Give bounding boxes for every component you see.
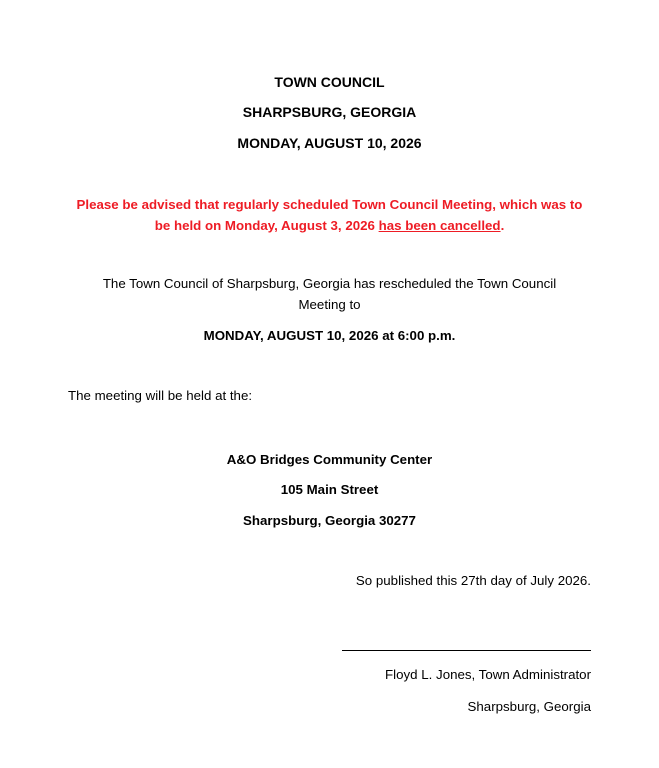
cancellation-notice-line-2 bbox=[0, 216, 659, 236]
reschedule-line-2: Meeting to bbox=[298, 297, 361, 312]
venue-city: Sharpsburg, Georgia 30277 bbox=[243, 513, 416, 528]
venue-name: A&O Bridges Community Center bbox=[226, 452, 433, 467]
venue-intro: The meeting will be held at the: bbox=[68, 388, 253, 403]
cancellation-notice-line-1: Please be advised that regularly scheduled Town Council Meeting, which was to bbox=[76, 197, 583, 212]
document-title: TOWN COUNCIL bbox=[274, 74, 385, 90]
document-place: SHARPSBURG, GEORGIA bbox=[242, 104, 417, 120]
cancellation-notice-suffix: . bbox=[500, 218, 505, 233]
document-date: MONDAY, AUGUST 10, 2026 bbox=[237, 135, 422, 151]
signature-name: Floyd L. Jones, Town Administrator bbox=[385, 667, 591, 682]
cancellation-notice-underlined: has been cancelled bbox=[378, 218, 501, 233]
signature-line bbox=[342, 650, 591, 651]
venue-street: 105 Main Street bbox=[280, 482, 379, 497]
signature-place: Sharpsburg, Georgia bbox=[467, 699, 591, 714]
reschedule-line-1: The Town Council of Sharpsburg, Georgia has rescheduled the Town Council bbox=[102, 276, 557, 291]
reschedule-datetime: MONDAY, AUGUST 10, 2026 at 6:00 p.m. bbox=[203, 328, 456, 343]
cancellation-notice-prefix: be held on Monday, August 3, 2026 bbox=[154, 218, 379, 233]
publication-statement: So published this 27th day of July 2026. bbox=[355, 573, 591, 588]
